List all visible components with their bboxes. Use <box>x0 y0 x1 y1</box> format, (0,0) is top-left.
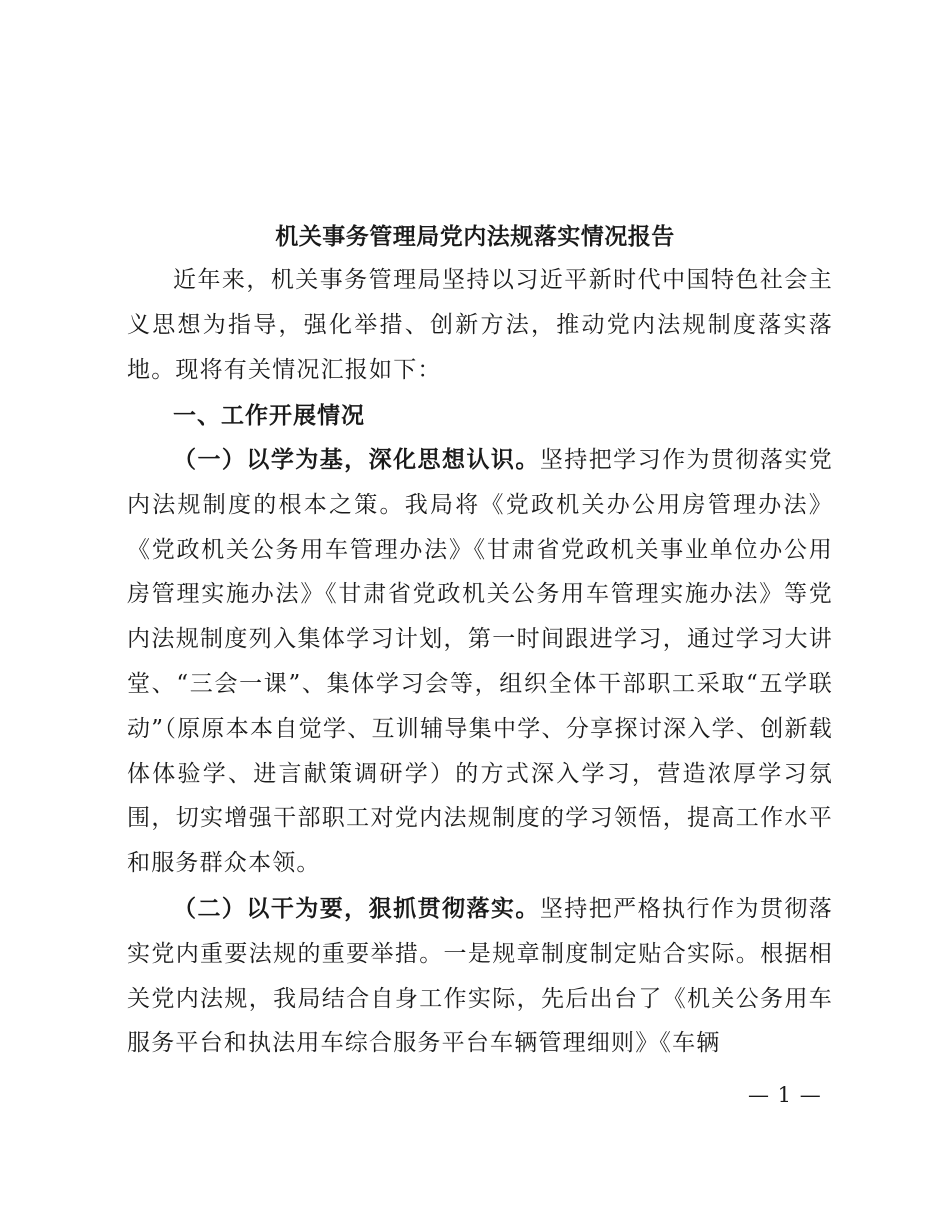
paragraph-body-study-foundation: 坚持把学习作为贯彻落实党内法规制度的根本之策。我局将《党政机关办公用房管理办法》《党政机关公务用车管理办法》《甘肃省党政机关事业单位办公用房管理实施办法》《甘肃省党政机关公务用车管理实施办法》等党内法规制度列入集体学习计划，第一时间跟进学习，通过学习大讲堂、“三会一课”、集体学习会等，组织全体干部职工采取“五学联动”（原原本本自觉学、互训辅导集中学、分享探讨深入学、创新载体体验学、进言献策调研学）的方式深入学习，营造浓厚学习氛围，切实增强干部职工对党内法规制度的学习领悟，提高工作水平和服务群众本领。 <box>127 447 834 877</box>
intro-paragraph: 近年来，机关事务管理局坚持以习近平新时代中国特色社会主义思想为指导，强化举措、创新方法，推动党内法规制度落实落地。现将有关情况汇报如下： <box>127 267 833 383</box>
paragraph-lead-implementation: （二）以干为要，狠抓贯彻落实。 <box>173 895 540 922</box>
paragraph-lead-study-foundation: （一）以学为基，深化思想认识。 <box>173 446 540 473</box>
paragraph-body-implementation: 坚持把严格执行作为贯彻落实党内重要法规的重要举措。一是规章制度制定贴合实际。根据相关党内法规，我局结合自身工作实际，先后出台了《机关公务用车服务平台和执法用车综合服务平台车辆管理细则》《车辆 <box>127 896 834 1057</box>
paragraph-study-foundation <box>127 438 833 886</box>
paragraph-implementation <box>127 887 833 1066</box>
section-heading-work-status: 一、工作开展情况 <box>173 403 365 429</box>
document-title: 机关事务管理局党内法规落实情况报告 <box>275 223 675 250</box>
page-number: — 1 — <box>748 1083 822 1107</box>
